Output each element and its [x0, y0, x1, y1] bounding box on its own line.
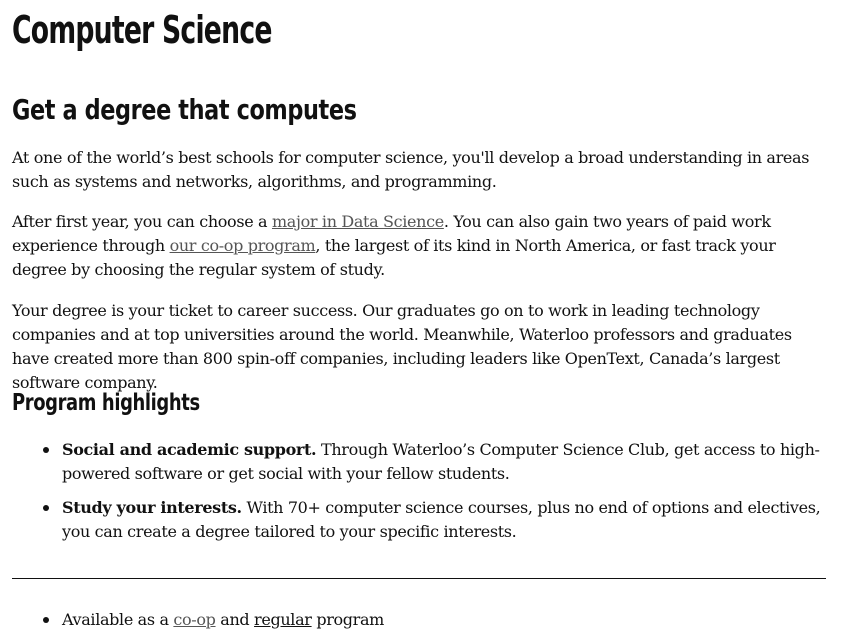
- highlight-text: With 70+ computer science courses, plus no end of options and electives, you can create a degree tailored to your specific interests.: [62, 498, 821, 541]
- page-subtitle: Get a degree that computes: [12, 93, 357, 126]
- highlights-list: [12, 438, 828, 554]
- availability-text-middle: and: [215, 610, 255, 629]
- intro-paragraph-1: At one of the world’s best schools for computer science, you'll develop a broad understanding in areas such as systems and networks, algorithms, and programming.: [12, 148, 810, 191]
- highlights-heading: Program highlights: [12, 390, 200, 416]
- availability-text-after: program: [311, 610, 384, 629]
- data-science-major-link[interactable]: major in Data Science: [271, 212, 444, 231]
- availability-list: [12, 608, 828, 632]
- list-item: [12, 438, 822, 486]
- bullet-icon: [43, 447, 49, 453]
- section-divider: [12, 578, 826, 579]
- list-item: [12, 496, 822, 544]
- regular-link[interactable]: regular: [254, 610, 312, 629]
- intro-paragraph-2: [12, 210, 828, 282]
- p2-text-after: , the largest of its kind in North America, or fast track your degree by choosing the regular system of study.: [12, 236, 776, 279]
- highlight-title: Social and academic support.: [62, 440, 317, 459]
- page-title: Computer Science: [12, 8, 272, 52]
- intro-paragraph-3: Your degree is your ticket to career success. Our graduates go on to work in leading technology companies and at top universities around the world. Meanwhile, Waterloo professors and graduates have created more than 800 spin-off companies, including leaders like OpenText, Canada’s largest software company.: [12, 301, 792, 392]
- p2-text-before: After first year, you can choose a: [12, 212, 272, 231]
- co-op-program-link[interactable]: our co-op program: [169, 236, 316, 255]
- list-item: [12, 608, 828, 632]
- bullet-icon: [43, 617, 49, 623]
- p2-text-middle: . You can also gain two years of paid work experience through: [12, 212, 771, 255]
- highlight-title: Study your interests.: [62, 498, 242, 517]
- availability-text-before: Available as a: [62, 610, 174, 629]
- bullet-icon: [43, 505, 49, 511]
- co-op-link[interactable]: co-op: [173, 610, 216, 629]
- highlight-text: Through Waterloo’s Computer Science Club, get access to high-powered software or get social with your fellow students.: [62, 440, 820, 483]
